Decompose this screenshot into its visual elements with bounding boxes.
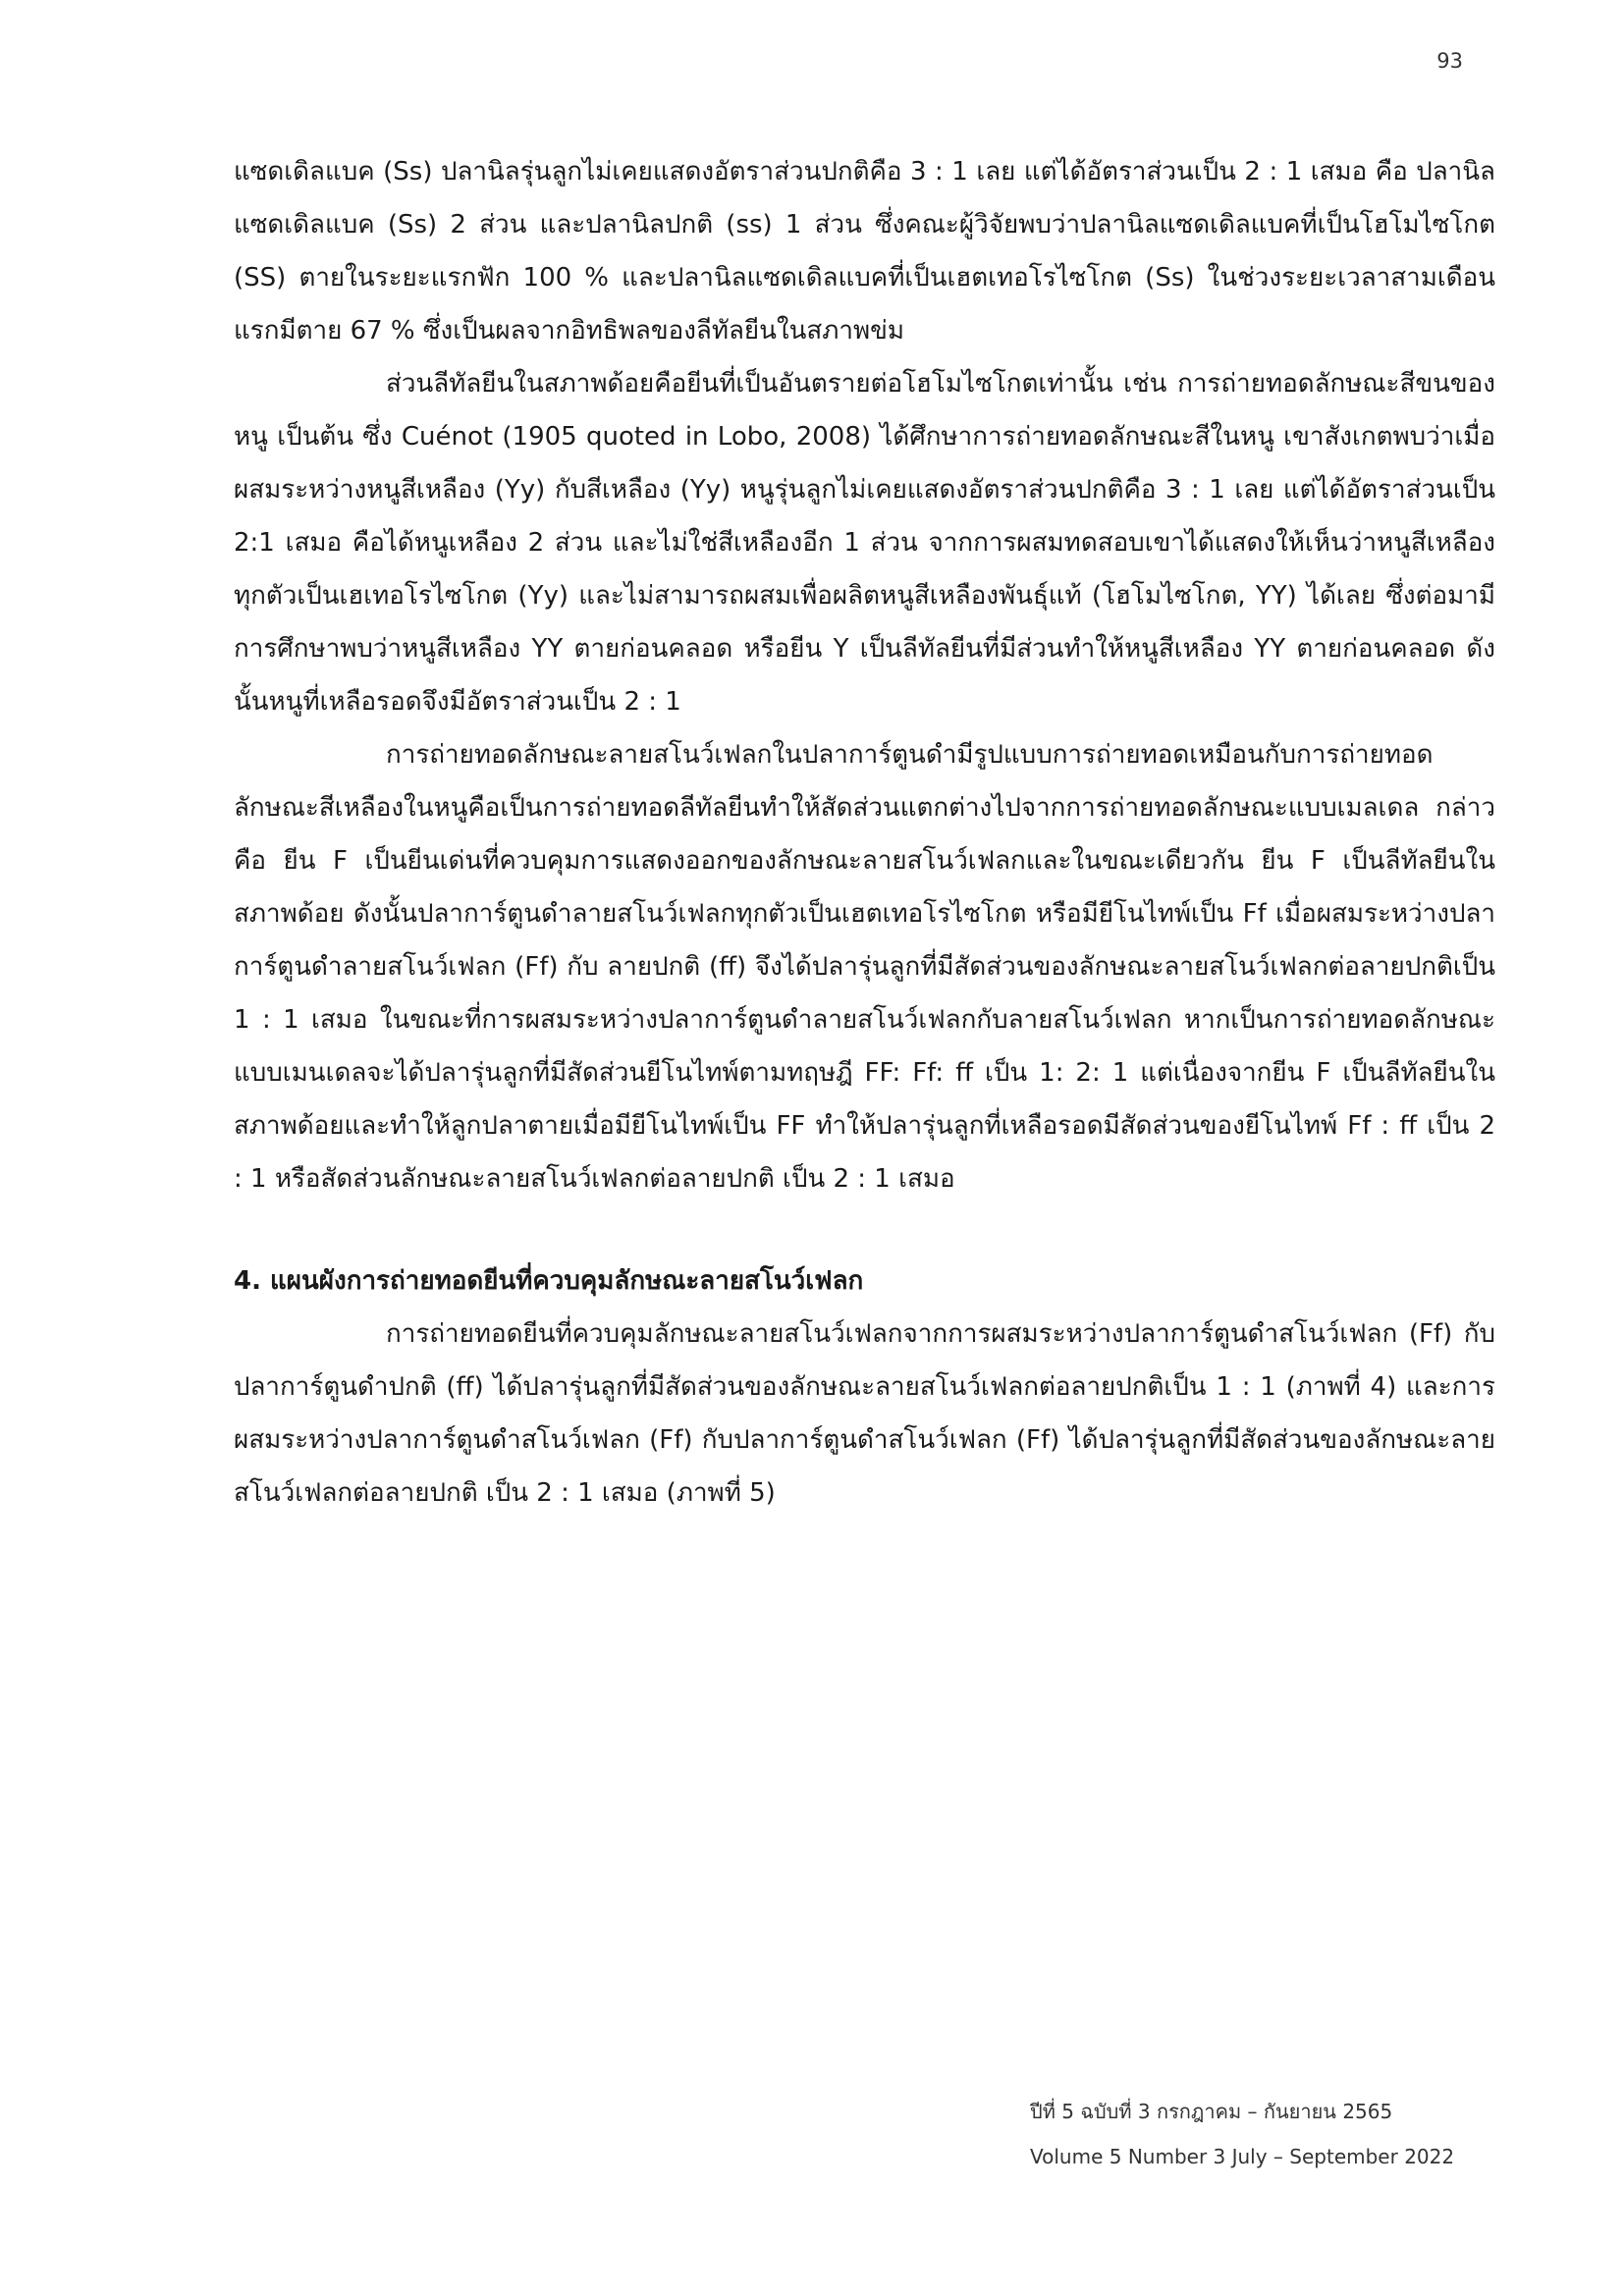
footer (1030, 2089, 1454, 2179)
footer-english-issue: Volume 5 Number 3 July – September 2022 (1030, 2145, 1455, 2168)
footer-thai-issue: ปีที่ 5 ฉบับที่ 3 กรกฎาคม – กันยายน 2565 (1030, 2100, 1393, 2123)
document-body (234, 145, 1495, 1520)
section-heading: 4. แผนผังการถ่ายทอดยีนที่ควบคุมลักษณะลายสโนว์เฟลก (234, 1266, 864, 1296)
page-number: 93 (1436, 49, 1463, 73)
paragraph-inheritance-diagram: การถ่ายทอดยีนที่ควบคุมลักษณะลายสโนว์เฟลกจากการผสมระหว่างปลาการ์ตูนดำสโนว์เฟลก (Ff) กับปลาการ์ตูนดำปกติ (ff) ได้ปลารุ่นลูกที่มีสัดส่วนของลักษณะลายสโนว์เฟลกต่อลายปกติเป็น 1 : 1 (ภาพที่ 4) และการผสมระหว่างปลาการ์ตูนดำสโนว์เฟลก (Ff) กับปลาการ์ตูนดำสโนว์เฟลก (Ff) ได้ปลารุ่นลูกที่มีสัดส่วนของลักษณะลายสโนว์เฟลกต่อลายปกติ เป็น 2 : 1 เสมอ (ภาพที่ 5) (234, 1319, 1495, 1508)
paragraph-continuation: แซดเดิลแบค (Ss) ปลานิลรุ่นลูกไม่เคยแสดงอัตราส่วนปกติคือ 3 : 1 เลย แต่ได้อัตราส่วนเป็น 2 : 1 เสมอ คือ ปลานิลแซดเดิลแบค (Ss) 2 ส่วน และปลานิลปกติ (ss) 1 ส่วน ซึ่งคณะผู้วิจัยพบว่าปลานิลแซดเดิลแบคที่เป็นโฮโมไซโกต (SS) ตายในระยะแรกฟัก 100 % และปลานิลแซดเดิลแบคที่เป็นเฮตเทอโรไซโกต (Ss) ในช่วงระยะเวลาสามเดือนแรกมีตาย 67 % ซึ่งเป็นผลจากอิทธิพลของลีทัลยีนในสภาพข่ม (234, 157, 1495, 346)
paragraph-snowflake-inheritance: การถ่ายทอดลักษณะลายสโนว์เฟลกในปลาการ์ตูนดำมีรูปแบบการถ่ายทอดเหมือนกับการถ่ายทอดลักษณะสีเหลืองในหนูคือเป็นการถ่ายทอดลีทัลยีนทำให้สัดส่วนแตกต่างไปจากการถ่ายทอดลักษณะแบบเมลเดล กล่าวคือ ยีน F เป็นยีนเด่นที่ควบคุมการแสดงออกของลักษณะลายสโนว์เฟลกและในขณะเดียวกัน ยีน F เป็นลีทัลยีนในสภาพด้อย ดังนั้นปลาการ์ตูนดำลายสโนว์เฟลกทุกตัวเป็นเฮตเทอโรไซโกต หรือมียีโนไทพ์เป็น Ff เมื่อผสมระหว่างปลาการ์ตูนดำลายสโนว์เฟลก (Ff) กับ ลายปกติ (ff) จึงได้ปลารุ่นลูกที่มีสัดส่วนของลักษณะลายสโนว์เฟลกต่อลายปกติเป็น 1 : 1 เสมอ ในขณะที่การผสมระหว่างปลาการ์ตูนดำลายสโนว์เฟลกกับลายสโนว์เฟลก หากเป็นการถ่ายทอดลักษณะแบบเมนเดลจะได้ปลารุ่นลูกที่มีสัดส่วนยีโนไทพ์ตามทฤษฎี FF: Ff: ff เป็น 1: 2: 1 แต่เนื่องจากยีน F เป็นลีทัลยีนในสภาพด้อยและทำให้ลูกปลาตายเมื่อมียีโนไทพ์เป็น FF ทำให้ปลารุ่นลูกที่เหลือรอดมีสัดส่วนของยีโนไทพ์ Ff : ff เป็น 2 : 1 หรือสัดส่วนลักษณะลายสโนว์เฟลกต่อลายปกติ เป็น 2 : 1 เสมอ (234, 740, 1495, 1194)
paragraph-recessive-lethal: ส่วนลีทัลยีนในสภาพด้อยคือยีนที่เป็นอันตรายต่อโฮโมไซโกตเท่านั้น เช่น การถ่ายทอดลักษณะสีขนของหนู เป็นต้น ซึ่ง Cuénot (1905 quoted in Lobo, 2008) ได้ศึกษาการถ่ายทอดลักษณะสีในหนู เขาสังเกตพบว่าเมื่อผสมระหว่างหนูสีเหลือง (Yy) กับสีเหลือง (Yy) หนูรุ่นลูกไม่เคยแสดงอัตราส่วนปกติคือ 3 : 1 เลย แต่ได้อัตราส่วนเป็น 2:1 เสมอ คือได้หนูเหลือง 2 ส่วน และไม่ใช่สีเหลืองอีก 1 ส่วน จากการผสมทดสอบเขาได้แสดงให้เห็นว่าหนูสีเหลืองทุกตัวเป็นเฮเทอโรไซโกต (Yy) และไม่สามารถผสมเพื่อผลิตหนูสีเหลืองพันธุ์แท้ (โฮโมไซโกต, YY) ได้เลย ซึ่งต่อมามีการศึกษาพบว่าหนูสีเหลือง YY ตายก่อนคลอด หรือยีน Y เป็นลีทัลยีนที่มีส่วนทำให้หนูสีเหลือง YY ตายก่อนคลอด ดังนั้นหนูที่เหลือรอดจึงมีอัตราส่วนเป็น 2 : 1 (234, 369, 1495, 717)
